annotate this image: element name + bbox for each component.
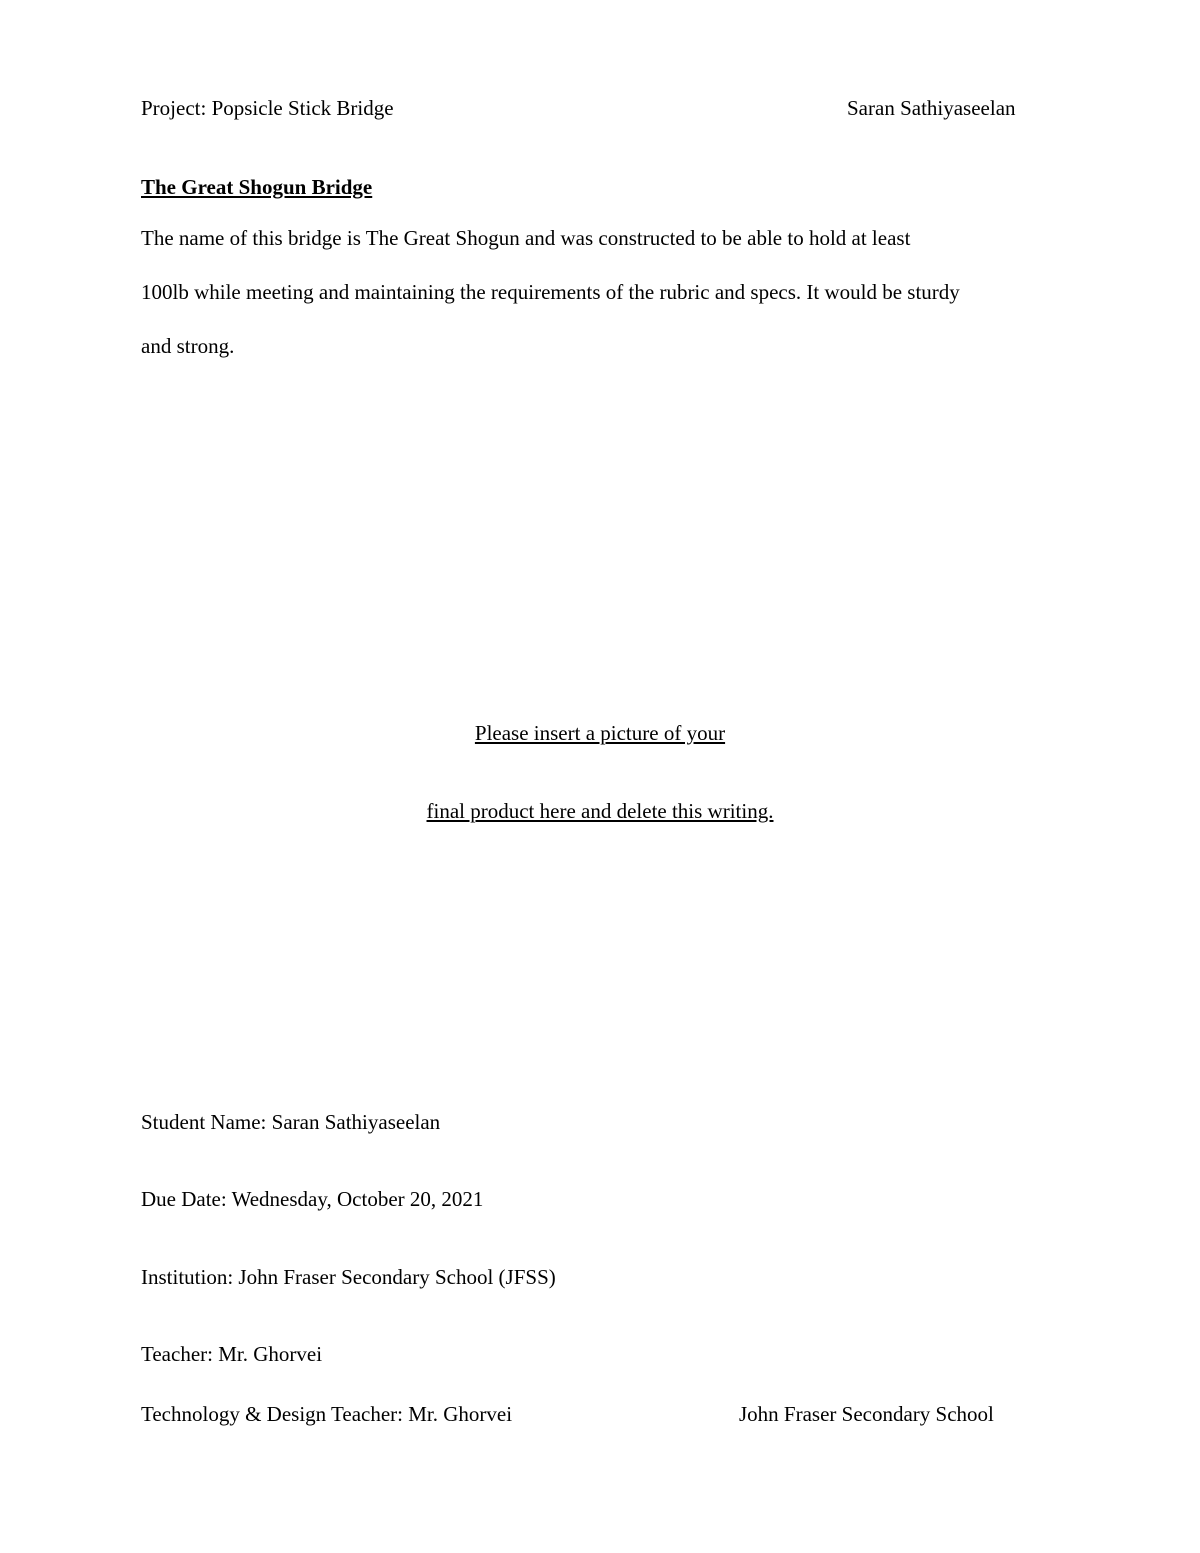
footer-school: John Fraser Secondary School xyxy=(739,1402,994,1426)
author-header: Saran Sathiyaseelan xyxy=(847,96,1016,120)
document-title: The Great Shogun Bridge xyxy=(141,175,373,199)
description-line: 100lb while meeting and maintaining the requirements of the rubric and specs. It would be sturdy xyxy=(141,280,960,304)
tech-design-teacher: Technology & Design Teacher: Mr. Ghorvei xyxy=(141,1402,513,1426)
project-header: Project: Popsicle Stick Bridge xyxy=(141,96,394,120)
image-placeholder-line-2: final product here and delete this writing. xyxy=(426,799,774,823)
due-date: Due Date: Wednesday, October 20, 2021 xyxy=(141,1187,484,1211)
description-line: and strong. xyxy=(141,334,235,358)
description-line: The name of this bridge is The Great Shogun and was constructed to be able to hold at least xyxy=(141,226,911,250)
institution: Institution: John Fraser Secondary School (JFSS) xyxy=(141,1265,556,1289)
student-name: Student Name: Saran Sathiyaseelan xyxy=(141,1110,441,1134)
teacher: Teacher: Mr. Ghorvei xyxy=(141,1342,323,1366)
image-placeholder-line-1: Please insert a picture of your xyxy=(474,721,726,745)
